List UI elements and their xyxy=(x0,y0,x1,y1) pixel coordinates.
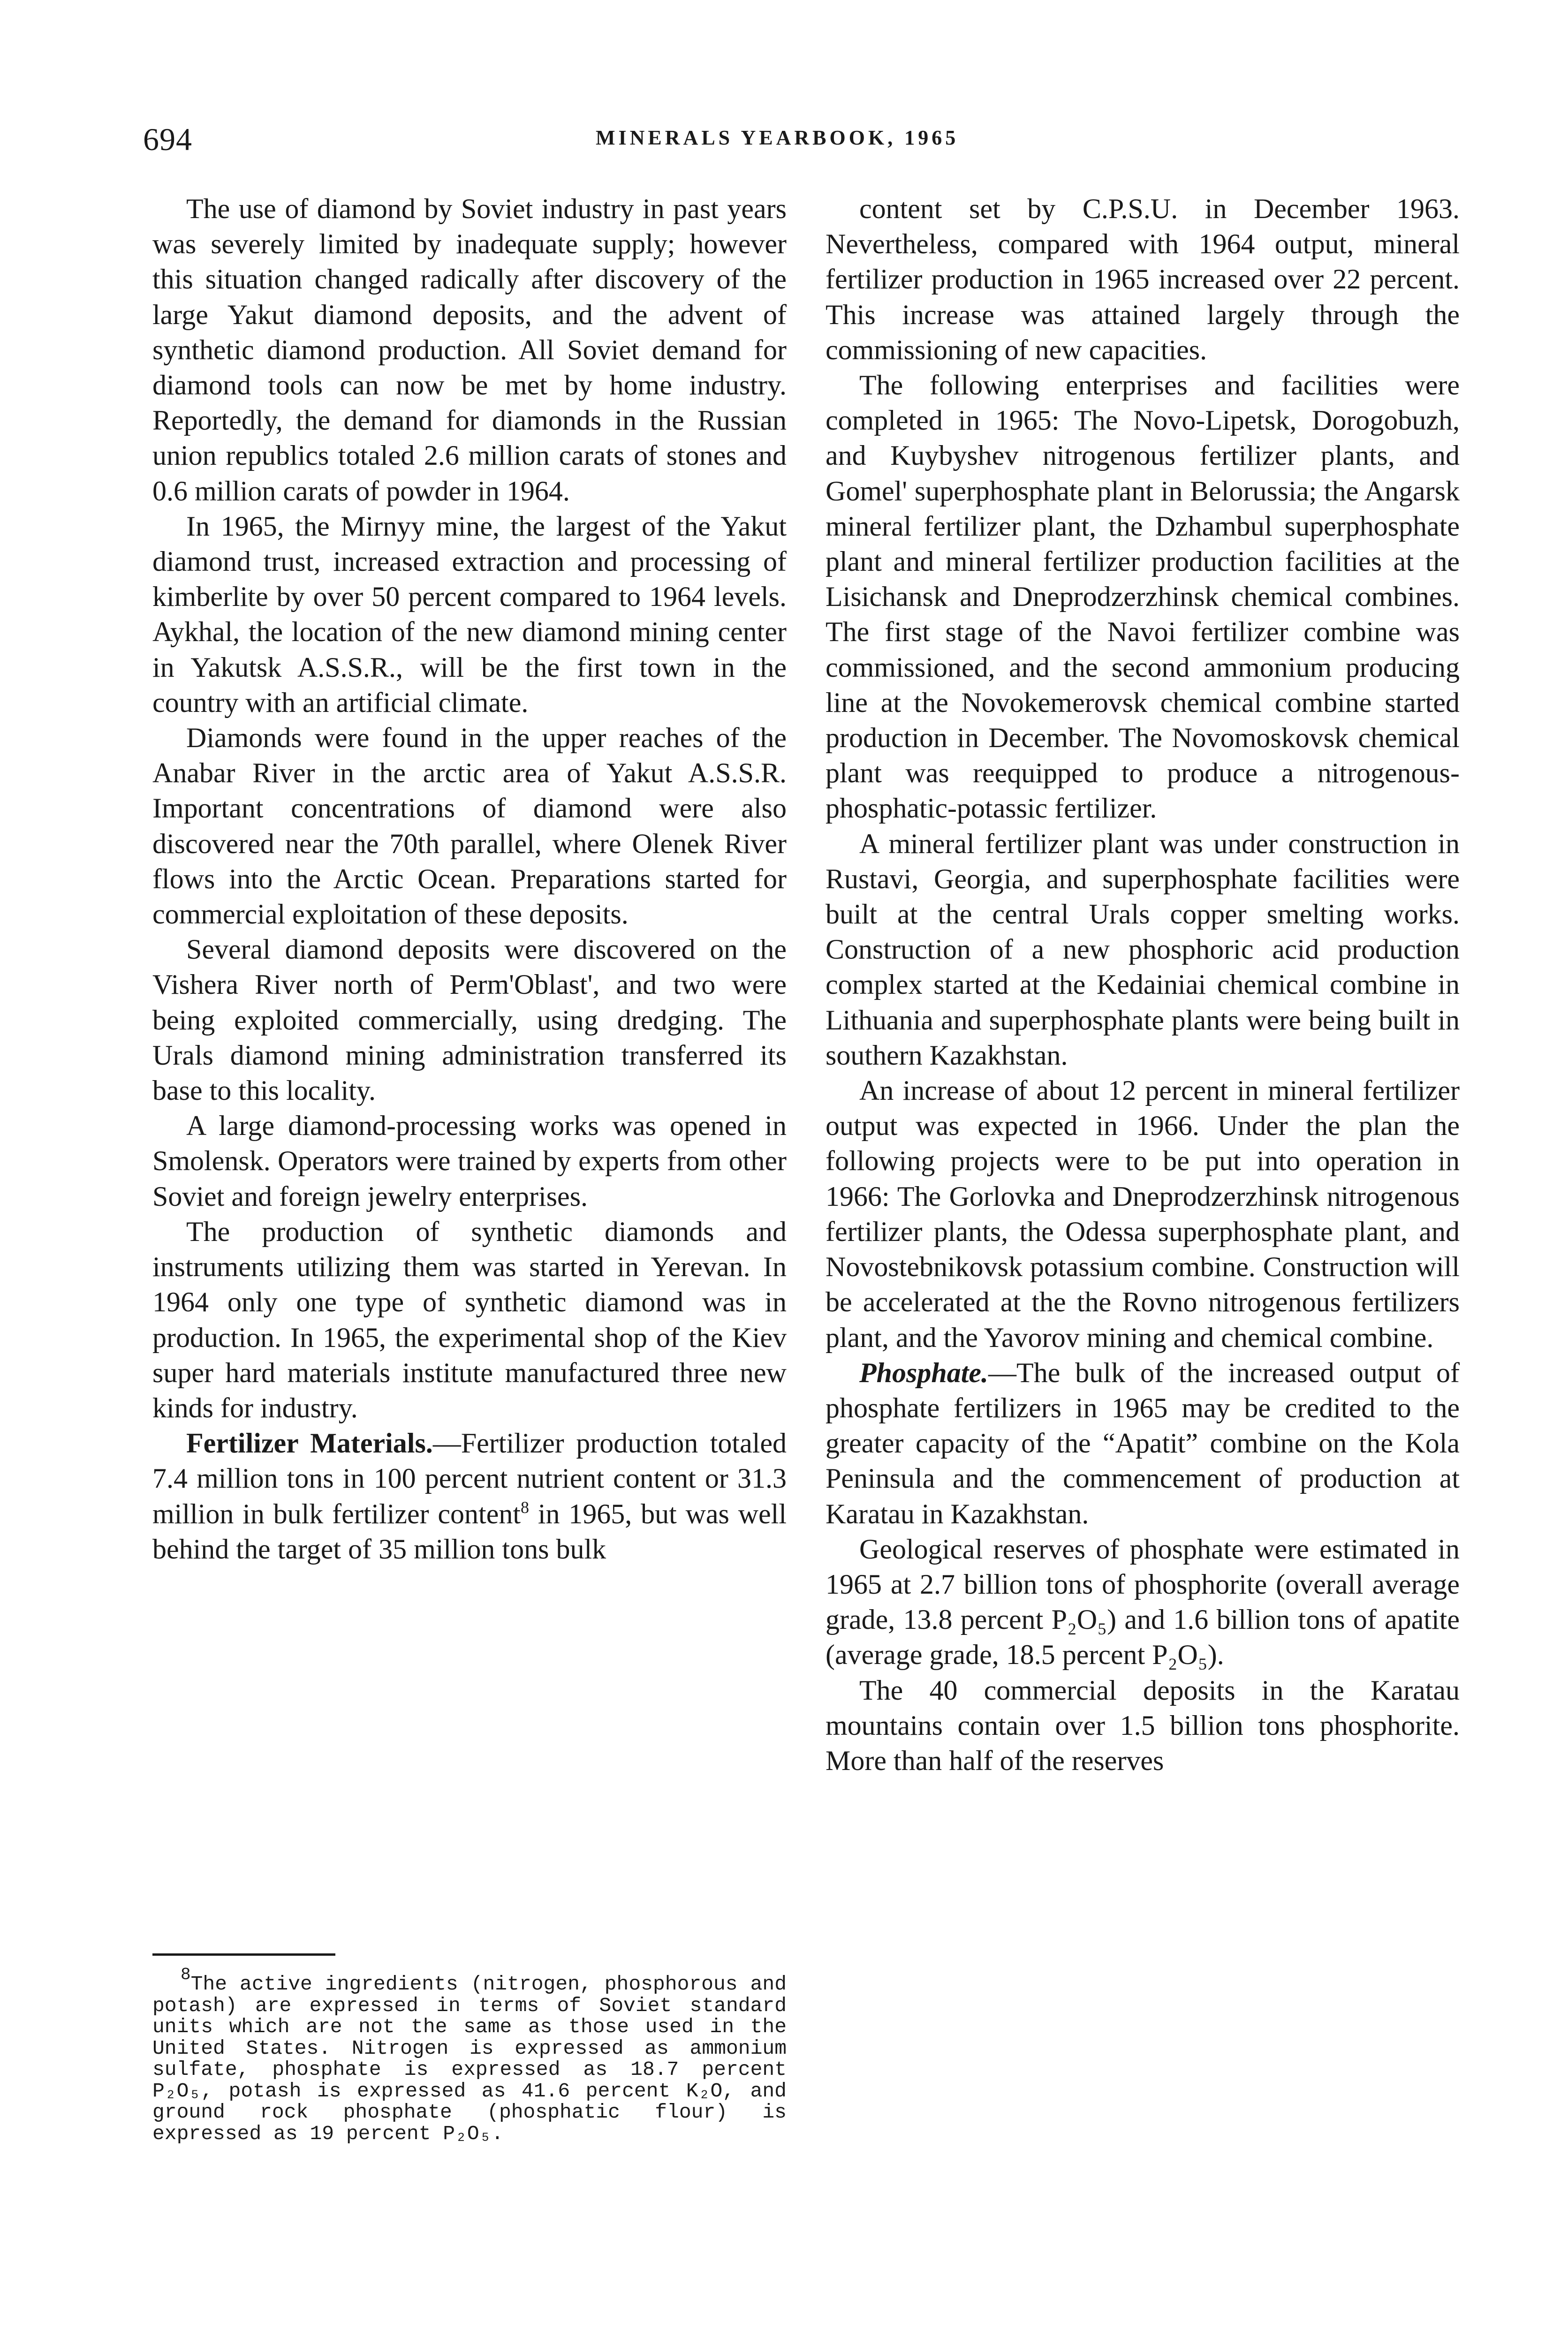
footnote-reference: 8 xyxy=(521,1498,530,1517)
running-head: MINERALS YEARBOOK, 1965 xyxy=(596,126,959,149)
section-heading-fertilizer: Fertilizer Materials. xyxy=(186,1428,433,1459)
phosphate-text: —The bulk of the increased output of phosphate fertilizers in 1965 may be credited to the greater capacity of the “Apatit” combine on the Kola Peninsula and the commencement of production at Karatau in Kazakhstan. xyxy=(826,1357,1460,1529)
paragraph-mirnyy-mine: In 1965, the Mirnyy mine, the largest of the Yakut diamond trust, increased extraction and processing of kimberlite by over 50 percent compared to 1964 levels. Aykhal, the location of the new diamond mining center in Yakutsk A.S.S.R., will be the first town in the country with an artificial climate. xyxy=(152,510,787,718)
right-column xyxy=(826,191,1460,1778)
paragraph-1966-plan: An increase of about 12 percent in mineral fertilizer output was expected in 1966. Under the plan the following projects were to be put into operation in 1966: The Gorlovka and Dneprodzerzhinsk nitrogenous fertilizer plants, the Odessa superphosphate plant, and Novostebnikovsk potassium combine. Construction will be accelerated at the the Rovno nitrogenous fertilizers plant, and the Yavorov mining and chemical combine. xyxy=(826,1075,1460,1353)
page-number: 694 xyxy=(143,121,192,157)
paragraph-vishera-river: Several diamond deposits were discovered on the Vishera River north of Perm'Oblast', and two were being exploited commercially, using dredging. The Urals diamond mining administration transferred its base to this locality. xyxy=(152,934,787,1106)
paragraph-karatau-deposits: The 40 commercial deposits in the Karatau mountains contain over 1.5 billion tons phosphorite. More than half of the reserves xyxy=(826,1674,1460,1776)
footnote xyxy=(152,1965,787,2145)
footnote-divider xyxy=(152,1953,335,1956)
paragraph-diamond-supply: The use of diamond by Soviet industry in past years was severely limited by inadequate supply; however this situation changed radically after discovery of the large Yakut diamond deposits, and the advent of synthetic diamond production. All Soviet demand for diamond tools can now be met by home industry. Reportedly, the demand for diamonds in the Russian union republics totaled 2.6 million carats of stones and 0.6 million carats of powder in 1964. xyxy=(152,193,787,507)
paragraph-cpsu-target: content set by C.P.S.U. in December 1963. Nevertheless, compared with 1964 output, mineral fertilizer production in 1965 increased over 22 percent. This increase was attained largely through the commissioning of new capacities. xyxy=(826,193,1460,365)
paragraph-smolensk-works: A large diamond-processing works was opened in Smolensk. Operators were trained by experts from other Soviet and foreign jewelry enterprises. xyxy=(152,1110,787,1212)
fertilizer-text-b: in 1965, but was well behind the target of 35 million tons bulk xyxy=(152,1498,787,1565)
paragraph-geological-reserves: Geological reserves of phosphate were estimated in 1965 at 2.7 billion tons of phosphorite (overall average grade, 13.8 percent P₂O₅) and 1.6 billion tons of apatite (average grade, 18.5 percent P₂O₅). xyxy=(826,1533,1460,1671)
paragraph-fertilizer-materials xyxy=(152,1426,787,1567)
paragraph-completed-enterprises: The following enterprises and facilities were completed in 1965: The Novo-Lipetsk, Dorogobuzh, and Kuybyshev nitrogenous fertilizer plants, and Gomel' superphosphate plant in Belorussia; the Angarsk mineral fertilizer plant, the Dzhambul superphosphate plant and mineral fertilizer production facilities at the Lisichansk and Dneprodzerzhinsk chemical combines. The first stage of the Navoi fertilizer combine was commissioned, and the second ammonium producing line at the Novokemerovsk chemical combine started production in December. The Novomoskovsk chemical plant was reequipped to produce a nitrogenous-phosphatic-potassic fertilizer. xyxy=(826,370,1460,824)
footnote-text: The active ingredients (nitrogen, phosphorous and potash) are expressed in terms of Soviet standard units which are not the same as those used in the United States. Nitrogen is expressed as ammonium sulfate, phosphate is expressed as 18.7 percent P₂O₅, potash is expressed as 41.6 percent K₂O, and ground rock phosphate (phosphatic flour) is expressed as 19 percent P₂O₅. xyxy=(152,1973,787,2145)
section-heading-phosphate: Phosphate. xyxy=(859,1357,989,1388)
paragraph-synthetic-diamonds: The production of synthetic diamonds and instruments utilizing them was started in Yerevan. In 1964 only one type of synthetic diamond was in production. In 1965, the experimental shop of the Kiev super hard materials institute manufactured three new kinds for industry. xyxy=(152,1216,787,1423)
paragraph-anabar-river: Diamonds were found in the upper reaches of the Anabar River in the arctic area of Yakut A.S.S.R. Important concentrations of diamond were also discovered near the 70th parallel, where Olenek River flows into the Arctic Ocean. Preparations started for commercial exploitation of these deposits. xyxy=(152,722,787,930)
paragraph-phosphate xyxy=(826,1355,1460,1532)
paragraph-rustavi-construction: A mineral fertilizer plant was under construction in Rustavi, Georgia, and superphosphate facilities were built at the central Urals copper smelting works. Construction of a new phosphoric acid production complex started at the Kedainiai chemical combine in Lithuania and superphosphate plants were being built in southern Kazakhstan. xyxy=(826,828,1460,1071)
left-column xyxy=(152,191,787,1567)
footnote-number: 8 xyxy=(181,1965,191,1984)
fertilizer-text-a: —Fertilizer production totaled 7.4 million tons in 100 percent nutrient content or 31.3 million in bulk fertilizer content xyxy=(152,1428,787,1529)
